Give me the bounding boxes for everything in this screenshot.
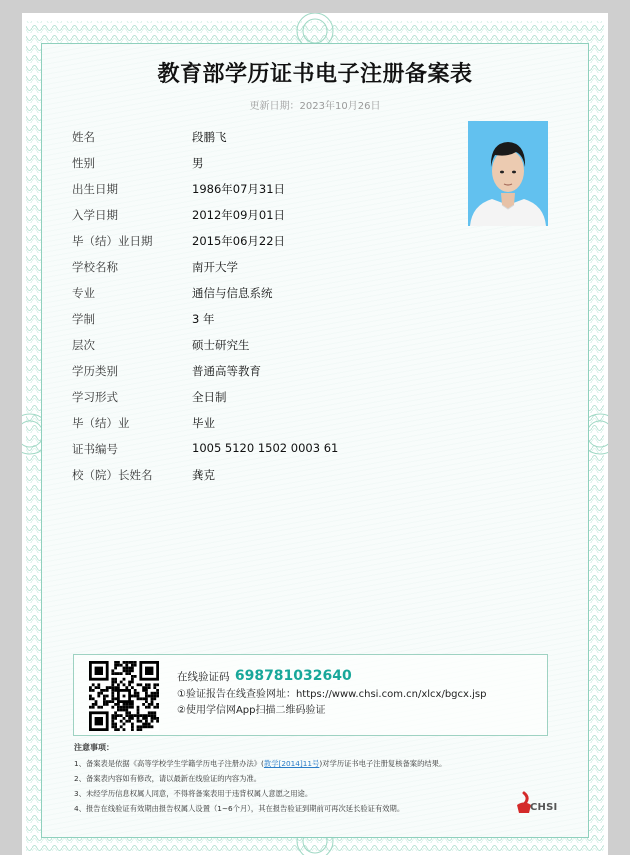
field-row-study-mode	[72, 389, 412, 415]
chsi-logo	[514, 791, 574, 819]
qr-code[interactable]	[89, 661, 159, 731]
field-value: 2015年06月22日	[192, 234, 286, 248]
verification-box	[73, 654, 548, 736]
field-value: 普通高等教育	[192, 364, 261, 378]
field-label: 学历类别	[72, 364, 118, 378]
verification-code: 698781032640	[234, 668, 352, 684]
field-value: 3 年	[192, 312, 215, 326]
regulation-link[interactable]: 教学[2014]11号	[263, 759, 320, 768]
verification-app-line: ②使用学信网App扫描二维码验证	[177, 705, 326, 716]
field-row-name	[72, 129, 412, 155]
chsi-logo-text: CHSI	[530, 802, 558, 813]
note-item-4: 4、报告在线验证有效期由报告权属人设置（1~6个月），其在报告验证到期前可再次延长验证有效期。	[74, 804, 405, 813]
field-value: 硕士研究生	[192, 338, 250, 352]
field-row-major	[72, 285, 412, 311]
field-label: 出生日期	[72, 182, 118, 196]
field-row-president	[72, 467, 412, 493]
note-item-3: 3、未经学历信息权属人同意，不得将备案表用于违背权属人意愿之用途。	[74, 789, 313, 798]
verification-info	[177, 668, 486, 717]
field-value: 毕业	[192, 416, 215, 430]
note-item-1	[74, 759, 544, 774]
field-label: 学制	[72, 312, 95, 326]
field-value: 2012年09月01日	[192, 208, 286, 222]
update-date: 更新日期：2023年10月26日	[249, 101, 381, 112]
field-value: 1986年07月31日	[192, 182, 286, 196]
verification-code-label: 在线验证码	[177, 671, 230, 683]
field-row-certificate-number	[72, 441, 412, 467]
field-label: 校（院）长姓名	[72, 468, 153, 482]
field-label: 姓名	[72, 130, 95, 144]
notes-section	[74, 742, 544, 819]
field-value: 全日制	[192, 390, 227, 404]
field-row-level	[72, 337, 412, 363]
field-value: 龚克	[192, 468, 215, 482]
id-photo	[468, 121, 548, 226]
field-label: 证书编号	[72, 442, 118, 456]
field-row-duration	[72, 311, 412, 337]
field-row-school	[72, 259, 412, 285]
field-label: 性别	[72, 156, 95, 170]
field-label: 入学日期	[72, 208, 118, 222]
field-row-enroll-date	[72, 207, 412, 233]
note-1-text: 1、备案表是依据《高等学校学生学籍学历电子注册办法》(	[74, 759, 264, 768]
field-value: 通信与信息系统	[192, 286, 273, 300]
verification-url-line[interactable]: ①验证报告在线查验网址：https://www.chsi.com.cn/xlcx/bgcx.jsp	[177, 689, 487, 700]
field-label: 毕（结）业日期	[72, 234, 153, 248]
field-label: 专业	[72, 286, 95, 300]
certificate-page	[22, 13, 608, 855]
field-row-completion	[72, 415, 412, 441]
field-label: 毕（结）业	[72, 416, 130, 430]
note-item-2: 2、备案表内容如有修改，请以最新在线验证的内容为准。	[74, 774, 262, 783]
field-value: 段鹏飞	[192, 130, 227, 144]
notes-title: 注意事项：	[74, 743, 114, 752]
field-value: 1005 5120 1502 0003 61	[192, 441, 339, 455]
field-value: 男	[192, 156, 204, 170]
field-label: 学习形式	[72, 390, 118, 404]
field-row-graduation-date	[72, 233, 412, 259]
field-label: 学校名称	[72, 260, 118, 274]
field-row-gender	[72, 155, 412, 181]
field-row-birthdate	[72, 181, 412, 207]
page-title: 教育部学历证书电子注册备案表	[157, 62, 473, 87]
field-value: 南开大学	[192, 260, 238, 274]
field-label: 层次	[72, 338, 95, 352]
note-1-text-end: )对学历证书电子注册复核备案的结果。	[319, 759, 447, 768]
field-row-education-type	[72, 363, 412, 389]
